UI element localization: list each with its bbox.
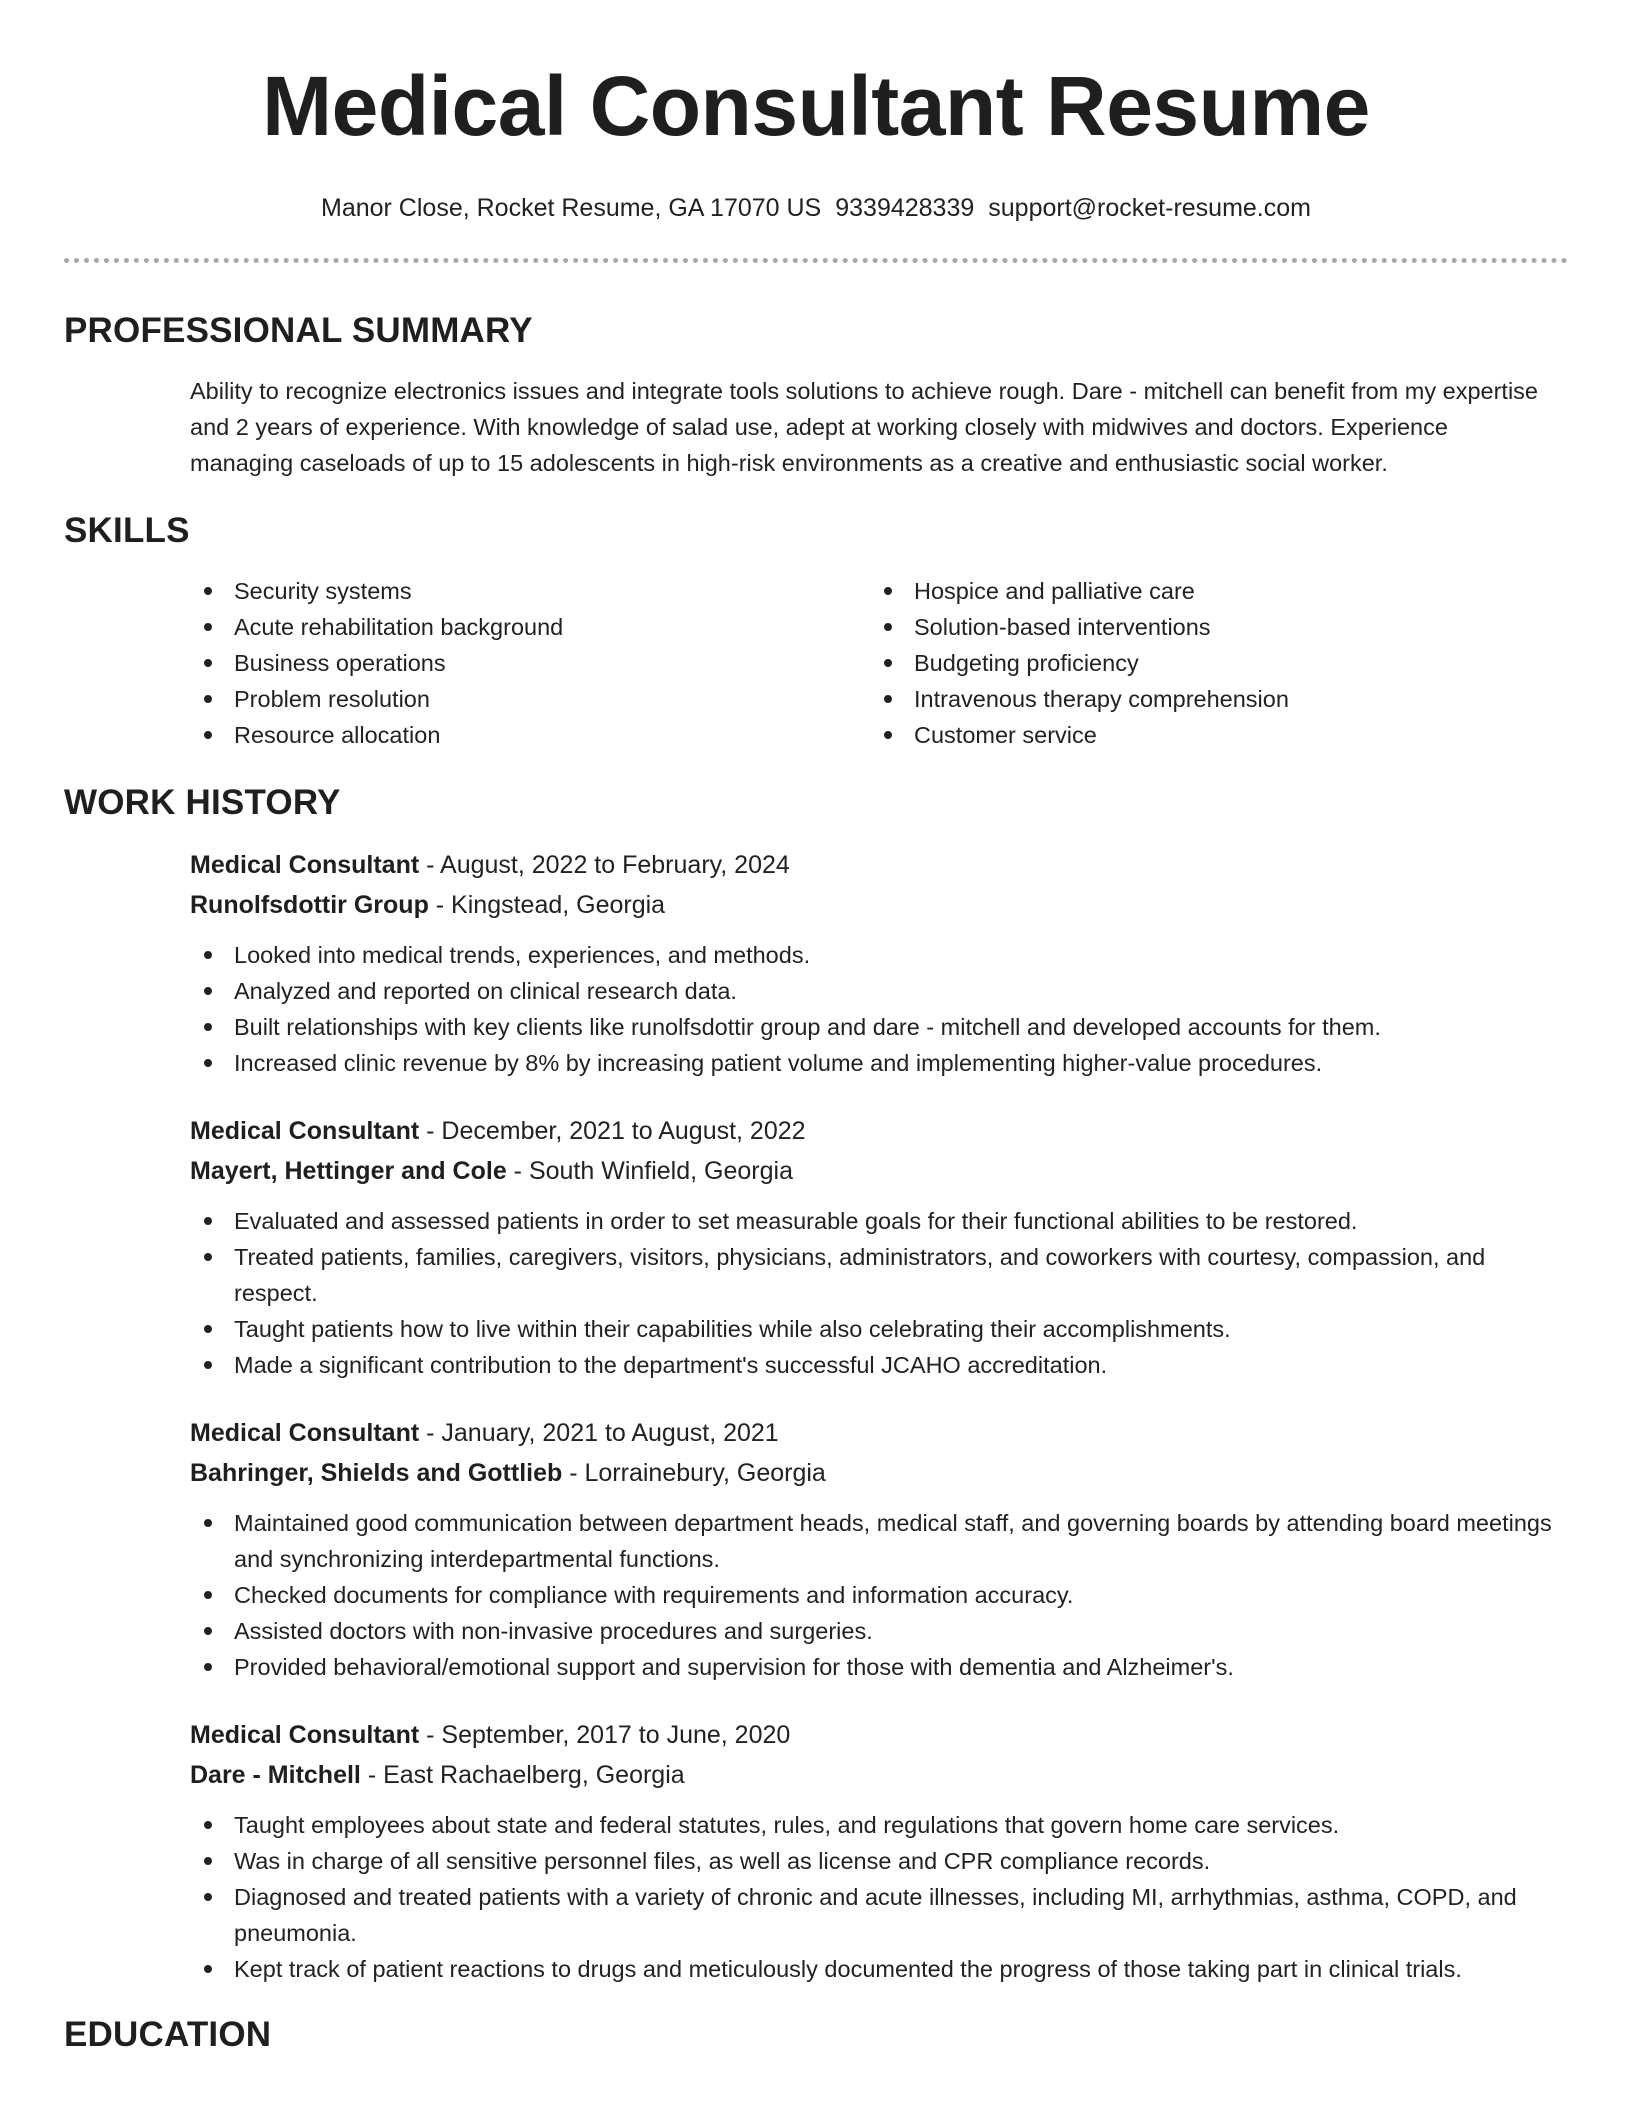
job-role: Medical Consultant [190,851,420,879]
job-bullet: Diagnosed and treated patients with a variety of chronic and acute illnesses, including MI, arrhythmias, asthma, COPD, and pneumonia. [190,1879,1554,1951]
job-bullet: Kept track of patient reactions to drugs and meticulously documented the progress of those taking part in clinical trials. [190,1951,1554,1987]
job-bullet: Built relationships with key clients like runolfsdottir group and dare - mitchell and developed accounts for them. [190,1009,1554,1045]
job-bullet: Was in charge of all sensitive personnel files, as well as license and CPR compliance records. [190,1843,1554,1879]
job-bullet: Taught patients how to live within their capabilities while also celebrating their accomplishments. [190,1311,1554,1347]
job-bullet: Analyzed and reported on clinical research data. [190,973,1554,1009]
job-bullet: Evaluated and assessed patients in order to set measurable goals for their functional abilities to be restored. [190,1203,1554,1239]
contact-info [64,192,1568,224]
section-title-summary: PROFESSIONAL SUMMARY [64,311,533,350]
job-role-line [190,1111,1568,1151]
job-role: Medical Consultant [190,1117,420,1145]
section-title-education: EDUCATION [64,2015,272,2054]
job-bullet: Checked documents for compliance with requirements and information accuracy. [190,1577,1554,1613]
job-role-line [190,845,1568,885]
job-bullet: Maintained good communication between department heads, medical staff, and governing boards by attending board meetings and synchronizing interdepartmental functions. [190,1505,1554,1577]
job-entry [190,1413,1568,1685]
skill-item: Intravenous therapy comprehension [870,681,1550,717]
job-dates: - December, 2021 to August, 2022 [419,1117,806,1145]
job-dates: - September, 2017 to June, 2020 [419,1721,791,1749]
job-bullets [190,1807,1568,1987]
job-company: Dare - Mitchell [190,1761,361,1789]
skills-list [190,573,1568,753]
job-bullet: Treated patients, families, caregivers, visitors, physicians, administrators, and coworkers with courtesy, compassion, and respect. [190,1239,1554,1311]
job-entry [190,845,1568,1081]
skill-item: Problem resolution [190,681,870,717]
job-bullets [190,937,1568,1081]
job-location: - South Winfield, Georgia [506,1157,793,1185]
skills-column-right [870,573,1550,753]
job-location: - East Rachaelberg, Georgia [360,1761,685,1789]
skill-item: Customer service [870,717,1550,753]
job-role: Medical Consultant [190,1721,420,1749]
job-company-line [190,1755,1568,1795]
skill-item: Hospice and palliative care [870,573,1550,609]
job-bullet: Provided behavioral/emotional support and supervision for those with dementia and Alzheimer's. [190,1649,1554,1685]
skill-item: Business operations [190,645,870,681]
skill-item: Resource allocation [190,717,870,753]
job-dates: - August, 2022 to February, 2024 [419,851,790,879]
section-title-work-history: WORK HISTORY [64,783,341,822]
job-company-line [190,1151,1568,1191]
contact-email: support@rocket-resume.com [988,194,1311,222]
job-company: Mayert, Hettinger and Cole [190,1157,507,1185]
job-bullets [190,1203,1568,1383]
section-title-skills: SKILLS [64,511,190,550]
job-company-line [190,1453,1568,1493]
job-entry [190,1715,1568,1987]
job-company-line [190,885,1568,925]
header-divider [64,258,1568,263]
job-location: - Kingstead, Georgia [428,891,666,919]
job-entry [190,1111,1568,1383]
job-company: Runolfsdottir Group [190,891,429,919]
job-bullet: Made a significant contribution to the department's successful JCAHO accreditation. [190,1347,1554,1383]
job-bullet: Increased clinic revenue by 8% by increasing patient volume and implementing higher-value procedures. [190,1045,1554,1081]
job-role: Medical Consultant [190,1419,420,1447]
job-role-line [190,1413,1568,1453]
skills-column-left [190,573,870,753]
job-location: - Lorrainebury, Georgia [562,1459,826,1487]
job-dates: - January, 2021 to August, 2021 [419,1419,779,1447]
job-bullet: Taught employees about state and federal statutes, rules, and regulations that govern home care services. [190,1807,1554,1843]
job-company: Bahringer, Shields and Gottlieb [190,1459,563,1487]
skill-item: Budgeting proficiency [870,645,1550,681]
skill-item: Acute rehabilitation background [190,609,870,645]
contact-phone: 9339428339 [835,194,975,222]
job-bullet: Looked into medical trends, experiences, and methods. [190,937,1554,973]
skill-item: Security systems [190,573,870,609]
contact-address: Manor Close, Rocket Resume, GA 17070 US [321,194,822,222]
skill-item: Solution-based interventions [870,609,1550,645]
job-bullet: Assisted doctors with non-invasive procedures and surgeries. [190,1613,1554,1649]
job-role-line [190,1715,1568,1755]
job-bullets [190,1505,1568,1685]
summary-text: Ability to recognize electronics issues and integrate tools solutions to achieve rough. Dare - mitchell can benefit from my expertise and 2 years of experience. With knowledge of salad use, adept at working closely with midwives and doctors. Experience managing caseloads of up to 15 adolescents in high-risk environments as a creative and enthusiastic social worker. [190,378,1538,476]
resume-title: Medical Consultant Resume [262,59,1370,153]
